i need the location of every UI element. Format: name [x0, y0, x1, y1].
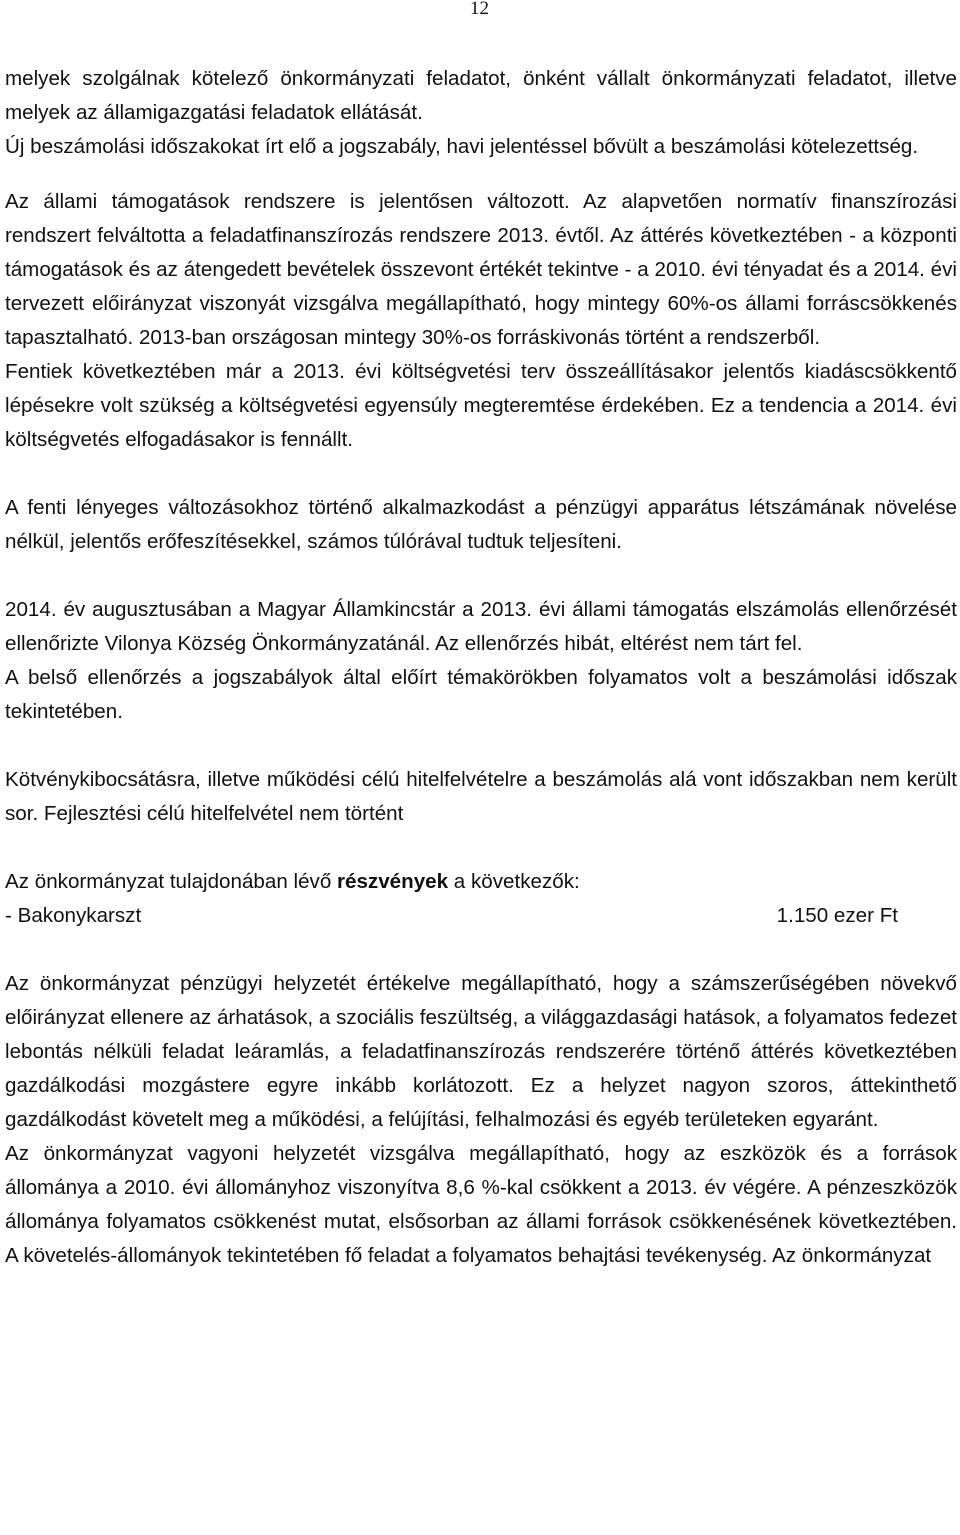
shares-intro-text: Az önkormányzat tulajdonában lévő [5, 870, 337, 893]
paragraph-adaptation: A fenti lényeges változásokhoz történő alkalmazkodást a pénzügyi apparátus létszámának növelése nélkül, jelentős erőfeszítésekkel, számos túlórával tudtuk teljesíteni. [5, 496, 957, 553]
paragraph-treasury-audit: 2014. év augusztusában a Magyar Államkincstár a 2013. évi állami támogatás elszámolás ellenőrzését ellenőrizte Vilonya Község Önkormányzatánál. Az ellenőrzés hibát, eltérést nem tárt fel. [5, 598, 957, 655]
paragraph-budget-cuts: Fentiek következtében már a 2013. évi költségvetési terv összeállításakor jelentős kiadáscsökkentő lépésekre volt szükség a költségvetési egyensúly megteremtése érdekében. Ez a tendencia a 2014. évi költségvetés elfogadásakor is fennállt. [5, 360, 957, 451]
paragraph-bonds-loans: Kötvénykibocsátásra, illetve működési célú hitelfelvételre a beszámolás alá vont időszakban nem került sor. Fejlesztési célú hitelfelvétel nem történt [5, 768, 957, 825]
paragraph-reporting-periods: Új beszámolási időszakokat írt elő a jogszabály, havi jelentéssel bővült a beszámolási kötelezettség. [5, 135, 919, 158]
shares-intro-bold: részvények [337, 870, 449, 893]
paragraph-internal-audit: A belső ellenőrzés a jogszabályok által előírt témakörökben folyamatos volt a beszámolási időszak tekintetében. [5, 666, 957, 723]
paragraph-financial-situation: Az önkormányzat pénzügyi helyzetét értékelve megállapítható, hogy a számszerűségében növekvő előirányzat ellenere az árhatások, a szociális feszültség, a világgazdasági hatások, a folyamatos fedezet lebontás nélküli feladat leáramlás, a feladatfinanszírozás rendszerére történő áttérés következtében gazdálkodási mozgástere egyre inkább korlátozott. Ez a helyzet nagyon szoros, áttekinthető gazdálkodást követelt meg a működési, a felújítási, felhalmozási és egyéb területeken egyaránt. [5, 972, 957, 1131]
page-number: 12 [470, 0, 489, 19]
shares-intro [5, 865, 957, 899]
shares-item-row [5, 899, 898, 933]
paragraph-asset-situation: Az önkormányzat vagyoni helyzetét vizsgálva megállapítható, hogy az eszközök és a források állománya a 2010. évi állományhoz viszonyítva 8,6 %-kal csökkent a 2013. év végére. A pénzeszközök állománya folyamatos csökkenést mutat, elsősorban az állami források csökkenésének következtében. A követelés-állományok tekintetében fő feladat a folyamatos behajtási tevékenység. Az önkormányzat [5, 1142, 957, 1267]
document-body [5, 62, 957, 1273]
shares-item-value: 1.150 ezer Ft [776, 904, 898, 927]
paragraph-state-support: Az állami támogatások rendszere is jelentősen változott. Az alapvetően normatív finanszírozási rendszert felváltotta a feladatfinanszírozás rendszere 2013. évtől. Az áttérés következtében - a központi támogatások és az átengedett bevételek összevont értékét tekintve - a 2010. évi tényadat és a 2014. évi tervezett előirányzat viszonyát vizsgálva megállapítható, hogy mintegy 60%-os állami forráscsökkenés tapasztalható. 2013-ban országosan mintegy 30%-os forráskivonás történt a rendszerből. [5, 190, 957, 349]
paragraph-continuation: melyek szolgálnak kötelező önkormányzati feladatot, önként vállalt önkormányzati feladatot, illetve melyek az államigazgatási feladatok ellátását. [5, 67, 957, 124]
shares-intro-tail: a következők: [448, 870, 580, 893]
shares-item-name: - Bakonykarszt [5, 904, 142, 927]
